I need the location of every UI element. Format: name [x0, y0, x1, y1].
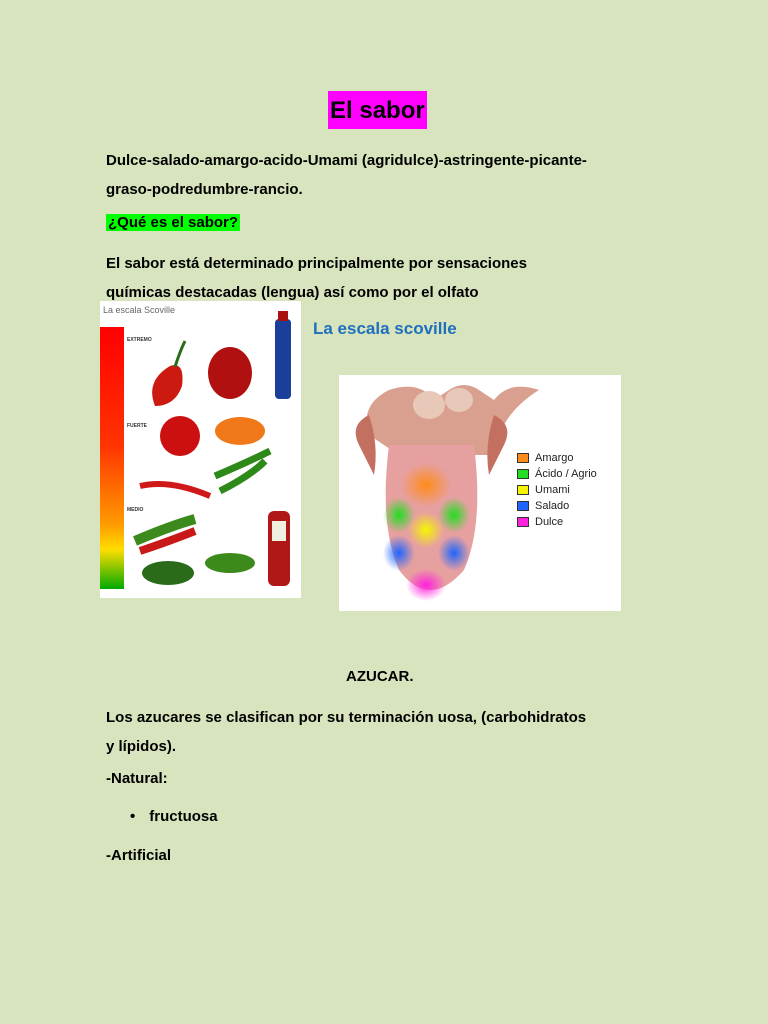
legend-swatch — [517, 501, 529, 511]
tongue-taste-map-image — [339, 375, 621, 611]
azucar-line-2: y lípidos). — [106, 738, 177, 755]
legend-item-dulce — [517, 516, 563, 528]
artificial-label: -Artificial — [106, 847, 172, 864]
legend-label: Ácido / Agrio — [535, 468, 597, 480]
bullet-icon: • — [130, 808, 136, 825]
answer-line-2: químicas destacadas (lengua) así como por el olfato — [106, 284, 479, 301]
azucar-paragraph — [106, 703, 586, 761]
natural-list — [130, 802, 218, 831]
answer-paragraph — [106, 249, 527, 307]
section-fuerte: FUERTE — [127, 423, 147, 429]
azucar-heading: AZUCAR. — [346, 668, 414, 685]
scoville-scale-image — [100, 301, 301, 598]
question-heading — [106, 208, 240, 237]
page-title: El sabor — [328, 91, 427, 129]
section-medio: MEDIO — [127, 507, 144, 513]
legend-label: Dulce — [535, 516, 564, 528]
legend-swatch — [517, 517, 529, 527]
scoville-image-title: La escala Scoville — [103, 305, 176, 315]
legend-item-umami — [517, 484, 570, 496]
legend-item-amargo — [517, 452, 574, 464]
intro-paragraph — [106, 146, 587, 204]
legend-swatch — [517, 453, 529, 463]
legend-swatch — [517, 469, 529, 479]
section-extremo: EXTREMO — [127, 337, 152, 343]
azucar-line-1: Los azucares se clasifican por su terminación uosa, (carbohidratos — [106, 709, 587, 726]
question-text: ¿Qué es el sabor? — [108, 214, 239, 231]
legend-label: Salado — [535, 500, 570, 512]
scoville-heading: La escala scoville — [313, 319, 457, 338]
legend-label: Amargo — [535, 452, 574, 464]
tongue-illustration — [339, 375, 621, 611]
legend-swatch — [517, 485, 529, 495]
legend-item-salado — [517, 500, 569, 512]
answer-line-1: El sabor está determinado principalmente por sensaciones — [106, 255, 527, 272]
legend-item-acido — [517, 468, 597, 480]
legend-label: Umami — [535, 484, 570, 496]
peppers-illustration — [100, 301, 301, 598]
list-item — [130, 802, 218, 831]
natural-label: -Natural: — [106, 770, 168, 787]
intro-line-2: graso-podredumbre-rancio. — [106, 181, 303, 198]
list-item-text: fructuosa — [149, 808, 218, 825]
intro-line-1: Dulce-salado-amargo-acido-Umami (agridulce)-astringente-picante- — [106, 152, 587, 169]
